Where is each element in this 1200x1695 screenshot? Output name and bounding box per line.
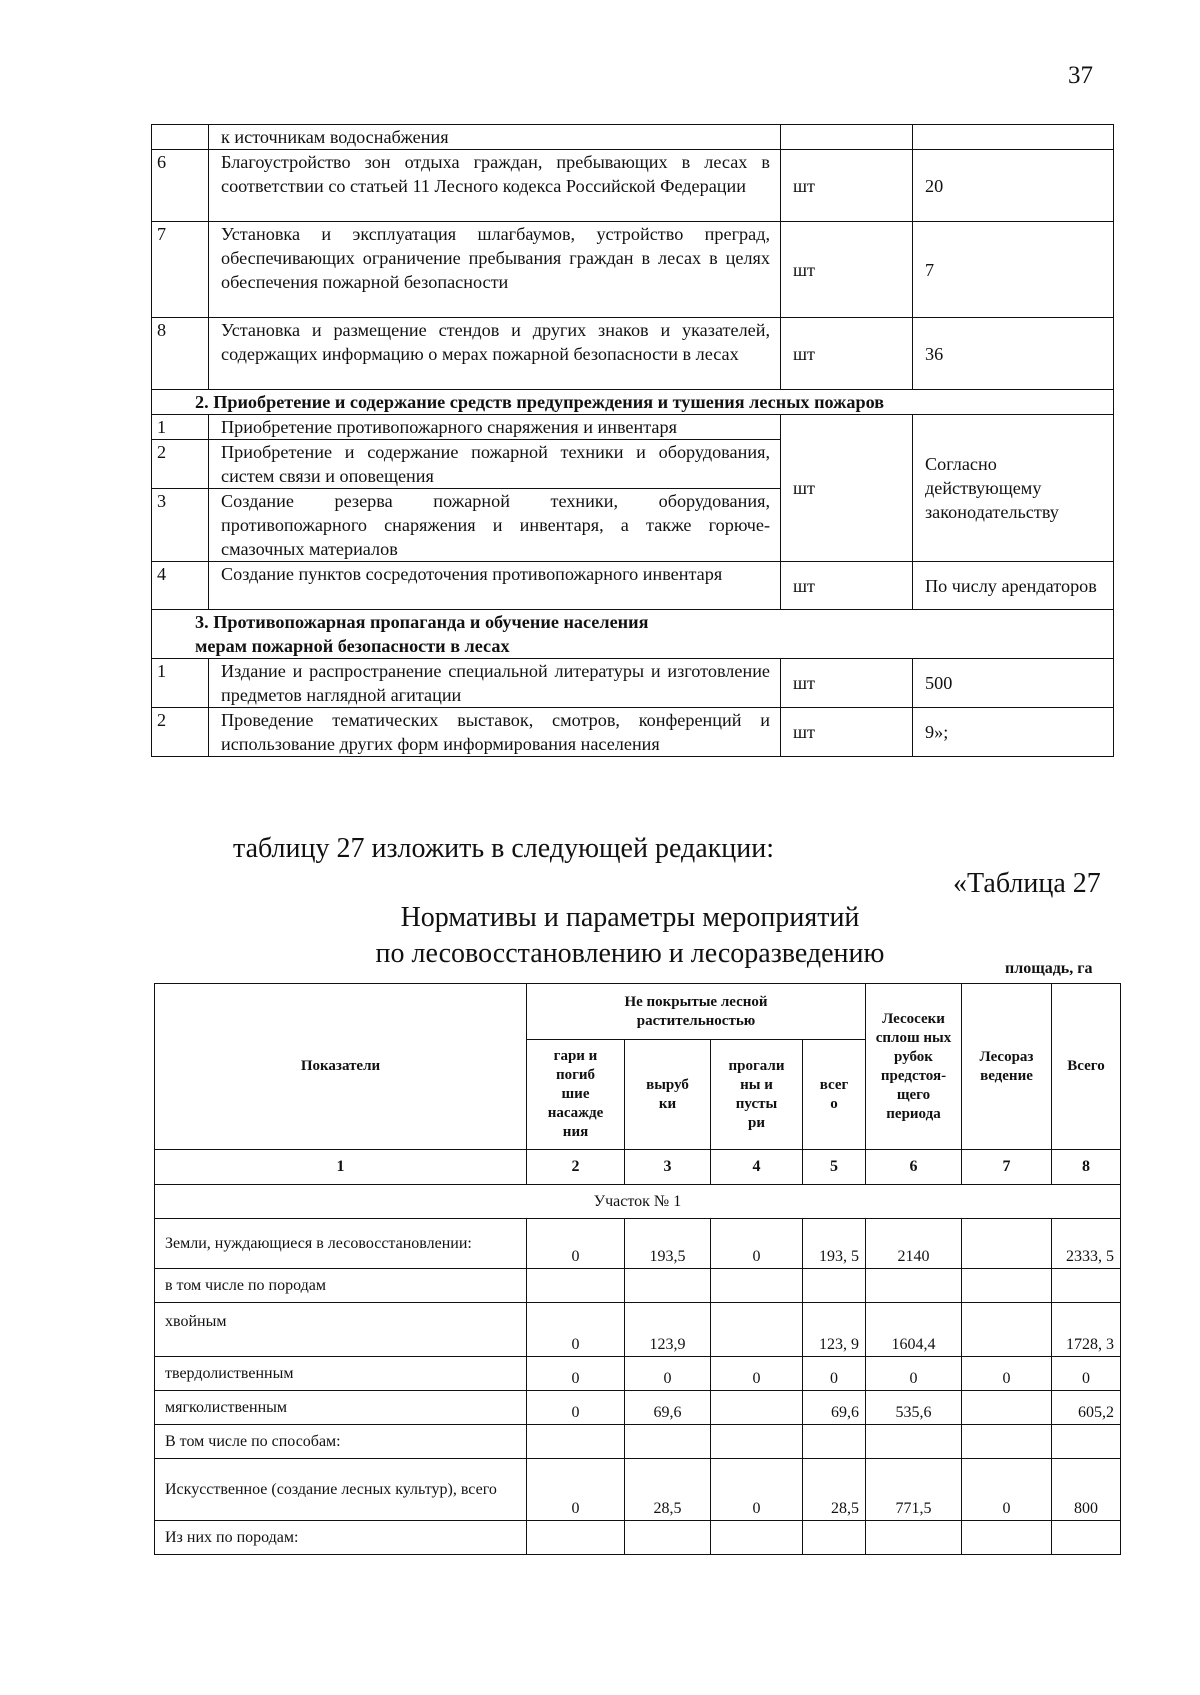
row-value: 9»;	[913, 708, 1114, 757]
cell: 123, 9	[803, 1303, 866, 1357]
header-not-covered: Не покрытые лесной растительностью	[527, 984, 866, 1040]
cell: 69,6	[625, 1391, 711, 1425]
cell: 123,9	[625, 1303, 711, 1357]
row-value: По числу арендаторов	[913, 562, 1114, 610]
row-description: Издание и распространение специальной литературы и изготовление предметов наглядной агитации	[209, 659, 781, 708]
reforestation-table	[154, 983, 1121, 1555]
header-total-sub: всег о	[803, 1040, 866, 1150]
cell: 193,5	[625, 1219, 711, 1269]
index-cell: 3	[625, 1150, 711, 1185]
cell	[711, 1303, 803, 1357]
row-number: 2	[152, 440, 209, 489]
row-description: к источникам водоснабжения	[209, 125, 781, 150]
header-clearcuts: выруб ки	[625, 1040, 711, 1150]
row-number: 7	[152, 222, 209, 318]
header-total: Всего	[1052, 984, 1121, 1150]
table-row	[152, 222, 1114, 318]
row-unit: шт	[781, 150, 913, 222]
index-cell: 5	[803, 1150, 866, 1185]
cell: 28,5	[803, 1459, 866, 1521]
table-row	[155, 1219, 1121, 1269]
table-row	[152, 659, 1114, 708]
table-title-line: Нормативы и параметры мероприятий	[400, 902, 860, 933]
table-row	[155, 1459, 1121, 1521]
table-row	[155, 1269, 1121, 1303]
row-label: хвойным	[155, 1303, 527, 1357]
row-description: Установка и размещение стендов и других знаков и указателей, содержащих информацию о мерах пожарной безопасности в лесах	[209, 318, 781, 390]
cell: 0	[527, 1391, 625, 1425]
row-label: Из них по породам:	[155, 1521, 527, 1555]
header-burnt: гари и погиб шие насажде ния	[527, 1040, 625, 1150]
row-label: Земли, нуждающиеся в лесовосстановлении:	[155, 1219, 527, 1269]
row-value: 7	[913, 222, 1114, 318]
cell: 0	[625, 1357, 711, 1391]
row-label: твердолиственным	[155, 1357, 527, 1391]
row-number: 1	[152, 659, 209, 708]
section-row	[152, 610, 1114, 659]
row-description: Приобретение противопожарного снаряжения и инвентаря	[209, 415, 781, 440]
table-row	[152, 562, 1114, 610]
row-unit	[781, 125, 913, 150]
row-value	[913, 125, 1114, 150]
table-row	[152, 125, 1114, 150]
header-indicators: Показатели	[155, 984, 527, 1150]
table-title-line: по лесовосстановлению и лесоразведению	[375, 938, 885, 969]
cell: 0	[527, 1219, 625, 1269]
table-row	[155, 1303, 1121, 1357]
row-description: Установка и эксплуатация шлагбаумов, устройство преград, обеспечивающих ограничение пребывания граждан в лесах в целях обеспечения пожарной безопасности	[209, 222, 781, 318]
table-row	[155, 1521, 1121, 1555]
row-description: Создание резерва пожарной техники, оборудования, противопожарного снаряжения и инвентаря, а также горюче-смазочных материалов	[209, 489, 781, 562]
table-label: «Таблица 27	[953, 868, 1101, 899]
cell: 535,6	[866, 1391, 962, 1425]
cell: 69,6	[803, 1391, 866, 1425]
row-unit: шт	[781, 659, 913, 708]
section-row	[152, 390, 1114, 415]
row-number: 3	[152, 489, 209, 562]
table-row	[152, 318, 1114, 390]
table-row	[155, 1425, 1121, 1459]
cell: 193, 5	[803, 1219, 866, 1269]
row-label: Искусственное (создание лесных культур), всего	[155, 1459, 527, 1521]
index-cell: 6	[866, 1150, 962, 1185]
cell: 800	[1052, 1459, 1121, 1521]
fire-safety-table	[151, 124, 1114, 757]
cell: 0	[527, 1459, 625, 1521]
row-description: Создание пунктов сосредоточения противопожарного инвентаря	[209, 562, 781, 610]
section-title: 3. Противопожарная пропаганда и обучение населения мерам пожарной безопасности в лесах	[152, 610, 1114, 659]
header-glades: прогали ны и пусты ри	[711, 1040, 803, 1150]
row-unit: шт	[781, 562, 913, 610]
row-unit: шт	[781, 318, 913, 390]
cell: 0	[711, 1357, 803, 1391]
page-number: 37	[1068, 62, 1093, 89]
row-number: 1	[152, 415, 209, 440]
cell: 1728, 3	[1052, 1303, 1121, 1357]
index-cell: 2	[527, 1150, 625, 1185]
units-note: площадь, га	[1005, 960, 1093, 977]
cell: 0	[866, 1357, 962, 1391]
row-label: В том числе по способам:	[155, 1425, 527, 1459]
cell	[962, 1391, 1052, 1425]
cell: 2140	[866, 1219, 962, 1269]
index-cell: 8	[1052, 1150, 1121, 1185]
row-label: в том числе по породам	[155, 1269, 527, 1303]
index-cell: 4	[711, 1150, 803, 1185]
row-value: 20	[913, 150, 1114, 222]
table-row	[152, 708, 1114, 757]
cell: 0	[527, 1357, 625, 1391]
plot-title: Участок № 1	[155, 1185, 1121, 1219]
cell: 0	[962, 1459, 1052, 1521]
row-unit: шт	[781, 708, 913, 757]
cell	[711, 1391, 803, 1425]
table-row	[155, 1391, 1121, 1425]
table-row	[155, 1357, 1121, 1391]
row-number: 4	[152, 562, 209, 610]
cell: 771,5	[866, 1459, 962, 1521]
table-row	[152, 415, 1114, 440]
cell: 0	[711, 1219, 803, 1269]
row-number	[152, 125, 209, 150]
index-cell: 7	[962, 1150, 1052, 1185]
merged-unit: шт	[781, 415, 913, 562]
cell: 0	[527, 1303, 625, 1357]
header-cutting-areas: Лесосеки сплош ных рубок предстоя-щего периода	[866, 984, 962, 1150]
header-afforestation: Лесораз ведение	[962, 984, 1052, 1150]
cell: 2333, 5	[1052, 1219, 1121, 1269]
cell: 0	[1052, 1357, 1121, 1391]
index-cell: 1	[155, 1150, 527, 1185]
row-number: 6	[152, 150, 209, 222]
cell	[962, 1303, 1052, 1357]
cell: 0	[803, 1357, 866, 1391]
merged-value: Согласно действующему законодательству	[913, 415, 1114, 562]
cell	[962, 1219, 1052, 1269]
row-unit: шт	[781, 222, 913, 318]
cell: 0	[711, 1459, 803, 1521]
amendment-text: таблицу 27 изложить в следующей редакции:	[233, 833, 775, 864]
row-number: 2	[152, 708, 209, 757]
cell: 28,5	[625, 1459, 711, 1521]
section-title: 2. Приобретение и содержание средств предупреждения и тушения лесных пожаров	[152, 390, 1114, 415]
row-value: 36	[913, 318, 1114, 390]
cell: 0	[962, 1357, 1052, 1391]
row-value: 500	[913, 659, 1114, 708]
row-number: 8	[152, 318, 209, 390]
table-row	[152, 150, 1114, 222]
row-label: мягколиственным	[155, 1391, 527, 1425]
row-description: Благоустройство зон отдыха граждан, пребывающих в лесах в соответствии со статьей 11 Лесного кодекса Российской Федерации	[209, 150, 781, 222]
row-description: Проведение тематических выставок, смотров, конференций и использование других форм информирования населения	[209, 708, 781, 757]
cell: 1604,4	[866, 1303, 962, 1357]
row-description: Приобретение и содержание пожарной техники и оборудования, систем связи и оповещения	[209, 440, 781, 489]
cell: 605,2	[1052, 1391, 1121, 1425]
